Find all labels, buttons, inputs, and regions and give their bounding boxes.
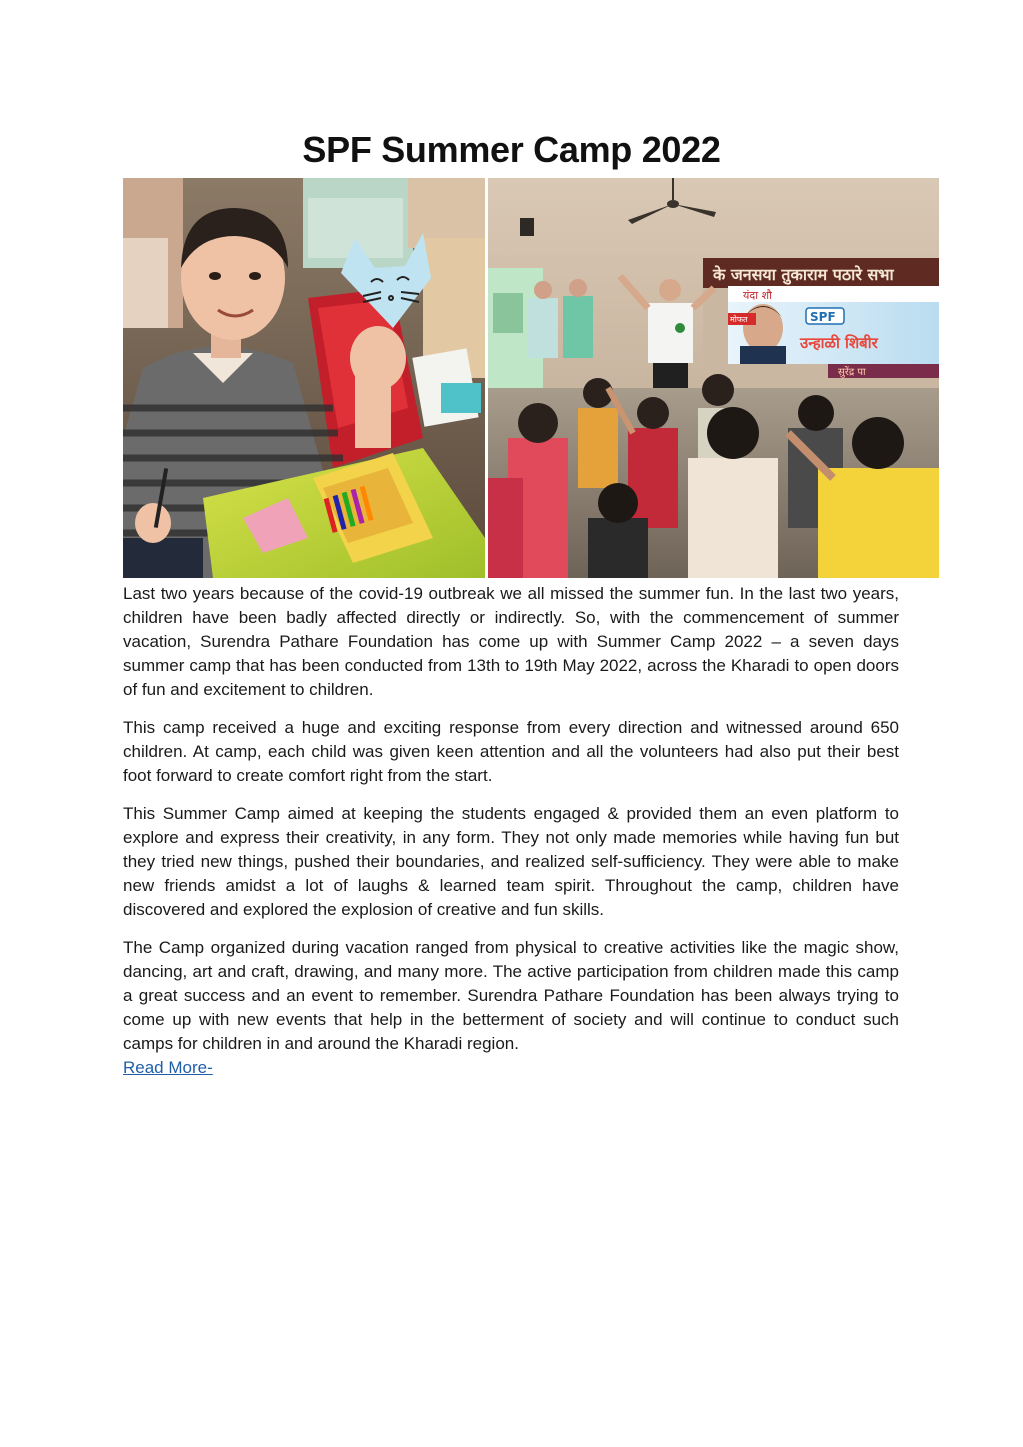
photo-collage <box>123 178 939 578</box>
paragraph-4: The Camp organized during vacation ranged from physical to creative activities like the magic show, dancing, art and craft, drawing, and many more. The active participation from children made this camp a great success and an event to remember. Surendra Pathare Foundation has been always trying to come up with new events that help in the betterment of society and will continue to conduct such camps for children in and around the Kharadi region. <box>123 938 899 1053</box>
banner-bottom-text: सुरेंद्र पा <box>838 367 866 378</box>
article-body <box>123 582 899 1080</box>
children-dancing-hall-photo <box>488 178 939 578</box>
paragraph-1: Last two years because of the covid-19 outbreak we all missed the summer fun. In the last two years, children have been badly affected directly or indirectly. So, with the commencement of summer vacation, Surendra Pathare Foundation has come up with Summer Camp 2022 – a seven days summer camp that has been conducted from 13th to 19th May 2022, across the Kharadi to open doors of fun and excitement to children. <box>123 584 899 699</box>
paragraph-3: This Summer Camp aimed at keeping the students engaged & provided them an even platform to explore and express their creativity, in any form. They not only made memories while having fun but they tried new things, pushed their boundaries, and realized self-sufficiency. They were able to make new friends amidst a lot of laughs & learned team spirit. Throughout the camp, children have discovered and explored the explosion of creative and fun skills. <box>123 804 899 919</box>
banner-line-text: यंदा शौ <box>743 289 772 302</box>
read-more-link[interactable]: Read More- <box>123 1058 213 1077</box>
page-title: SPF Summer Camp 2022 <box>302 129 721 170</box>
banner-free-text: मोफत <box>730 315 748 324</box>
hall-title-text: के जनसया तुकाराम पठारे सभा <box>713 265 894 284</box>
banner-spf-text: SPF <box>810 310 836 324</box>
child-with-origami-photo <box>123 178 485 578</box>
banner-camp-text: उन्हाळी शिबीर <box>800 334 878 352</box>
children-dancing-hall-image <box>488 178 939 578</box>
child-with-origami-image <box>123 178 485 578</box>
paragraph-2: This camp received a huge and exciting response from every direction and witnessed around 650 children. At camp, each child was given keen attention and all the volunteers had also put their best foot forward to create comfort right from the start. <box>123 718 899 785</box>
